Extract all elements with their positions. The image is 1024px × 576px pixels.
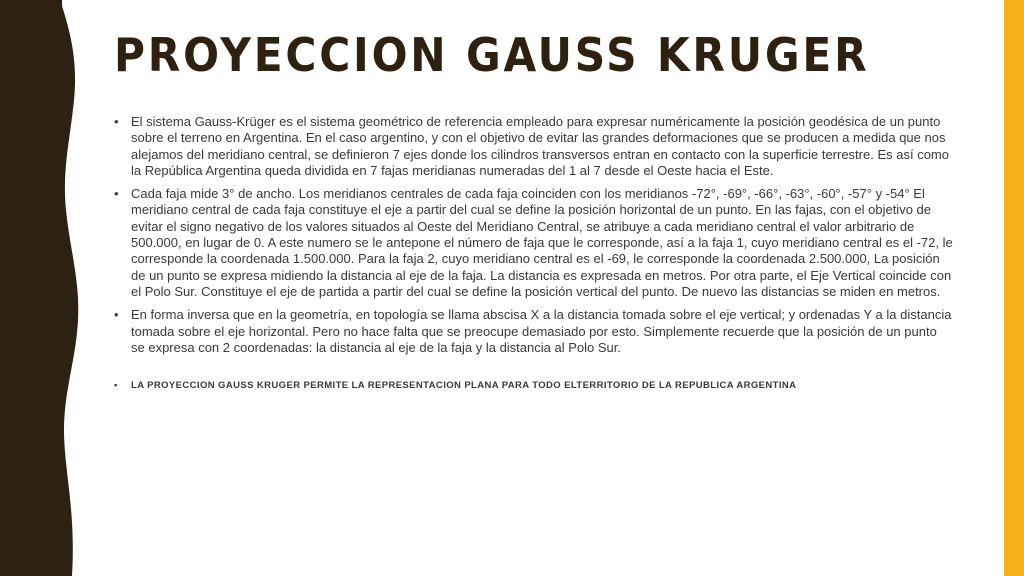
right-gold-strip [1004, 0, 1024, 576]
bullet-note: • LA PROYECCION GAUSS KRUGER PERMITE LA REPRESENTACION PLANA PARA TODO ELTERRITORIO DE LA REPUBLICA ARGENTINA [114, 380, 954, 391]
slide-body [114, 114, 954, 391]
slide-title: PROYECCION GAUSS KRUGER [114, 28, 870, 82]
left-wave-decor [0, 0, 110, 576]
bullet-coordenadas: • En forma inversa que en la geometría, en topología se llama abscisa X a la distancia tomada sobre el eje vertical; y ordenadas Y a la distancia tomada sobre el eje horizontal. Pero no hace falta que se preocupe demasiado por esto. Simplemente recuerde que la posición de un punto se expresa con 2 coordenadas: la distancia al eje de la faja y la distancia al Polo Sur. [114, 307, 954, 356]
bullet-fajas: • Cada faja mide 3° de ancho. Los meridianos centrales de cada faja coinciden con los meridianos -72°, -69°, -66°, -63°, -60°, -57° y -54° El meridiano central de cada faja constituye el eje a partir del cual se define la posición horizontal de un punto. En las fajas, con el objetivo de evitar el signo negativo de los valores situados al Oeste del Meridiano Central, se atribuye a cada meridiano central el valor arbitrario de 500.000, en lugar de 0. A este numero se le antepone el número de faja que le corresponde, así a la faja 1, cuyo meridiano central es el -72, le corresponde la coordenada 1.500.000. Para la faja 2, cuyo meridiano central es el -69, le corresponde la coordenada 2.500.000, La posición de un punto se expresa midiendo la distancia al eje de la faja. La distancia es expresada en metros. Por otra parte, el Eje Vertical coincide con el Polo Sur. Constituye el eje de partida a partir del cual se define la posición vertical del punto. De nuevo las distancias se miden en metros. [114, 186, 954, 300]
bullet-list [114, 114, 954, 391]
bullet-sistema: • El sistema Gauss-Krüger es el sistema geométrico de referencia empleado para expresar numéricamente la posición geodésica de un punto sobre el terreno en Argentina. En el caso argentino, y con el objetivo de evitar las grandes deformaciones que se producen a medida que nos alejamos del meridiano central, se definieron 7 ejes donde los cilindros transversos entran en contacto con la superficie terrestre. Es así como la República Argentina queda dividida en 7 fajas meridianas numeradas del 1 al 7 desde el Oeste hacia el Este. [114, 114, 954, 179]
